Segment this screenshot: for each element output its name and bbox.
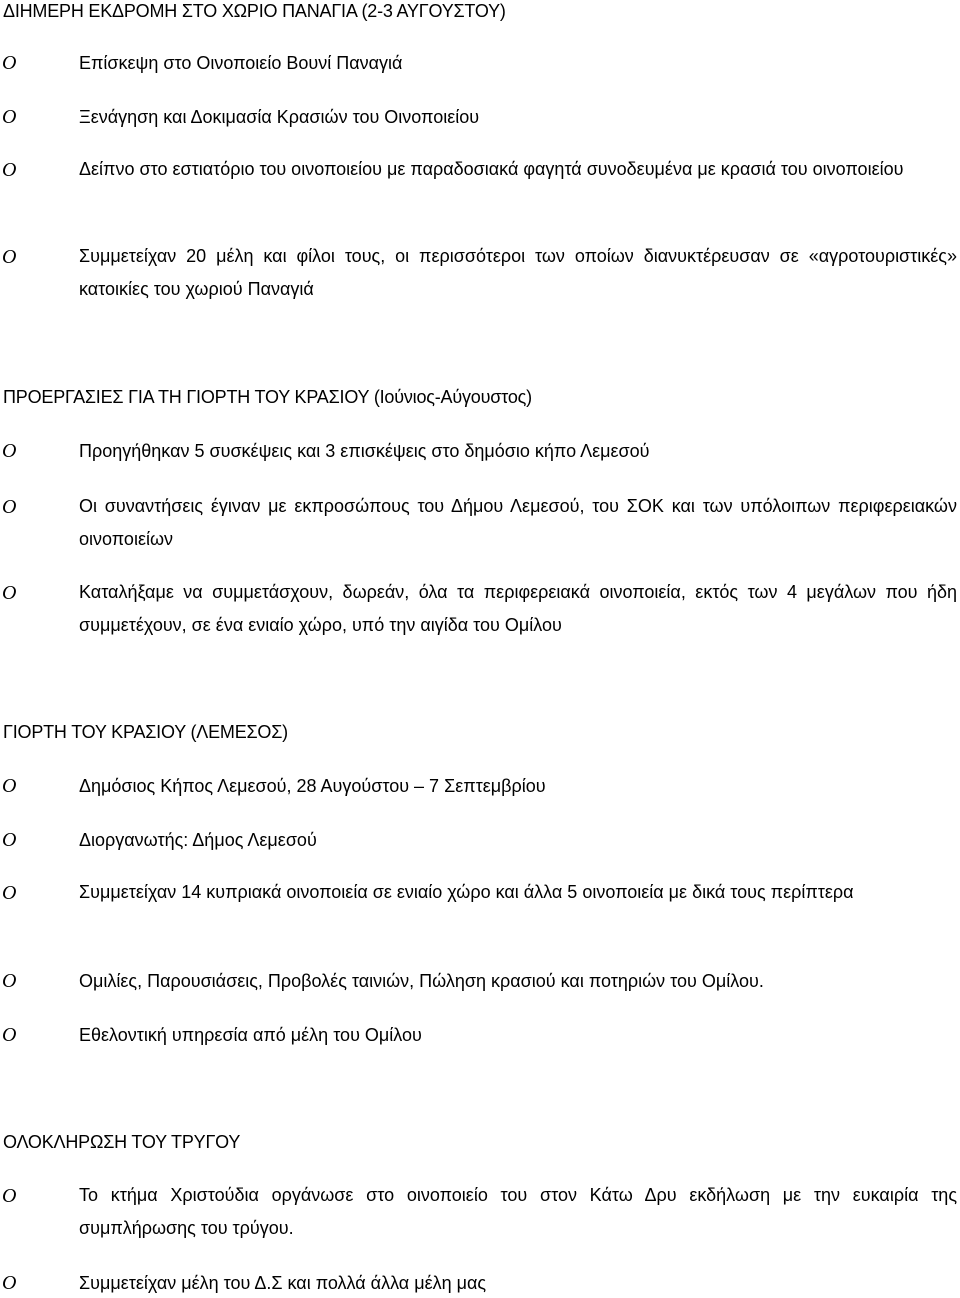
list-item-text: Δείπνο στο εστιατόριο του οινοποιείου με παραδοσιακά φαγητά συνοδευμένα με κρασιά του οινοποιείου [79, 159, 904, 179]
list-item-text: Συμμετείχαν 14 κυπριακά οινοποιεία σε ενιαίο χώρο και άλλα 5 οινοποιεία με δικά τους περίπτερα [79, 882, 854, 902]
list-item-text: Καταλήξαμε να συμμετάσχουν, δωρεάν, όλα τα περιφερειακά οινοποιεία, εκτός των 4 μεγάλων που ήδη συμμετέχουν, σε ένα ενιαίο χώρο, υπό την αιγίδα του Ομίλου [79, 582, 957, 635]
bullet-icon: O [2, 246, 17, 268]
list-item-text: Διοργανωτής: Δήμος Λεμεσού [79, 830, 317, 850]
bullet-icon: O [2, 106, 17, 128]
list-item-text: Προηγήθηκαν 5 συσκέψεις και 3 επισκέψεις στο δημόσιο κήπο Λεμεσού [79, 441, 650, 461]
section-heading-harvest: ΟΛΟΚΛΗΡΩΣΗ ΤΟΥ ΤΡΥΓΟΥ [3, 1132, 241, 1152]
bullet-icon: O [2, 1272, 17, 1294]
bullet-icon: O [2, 1024, 17, 1046]
list-item-text: Το κτήμα Χριστούδια οργάνωσε στο οινοποιείο του στον Κάτω Δρυ εκδήλωση με την ευκαιρία της συμπλήρωσης του τρύγου. [79, 1185, 957, 1238]
list-item-text: Δημόσιος Κήπος Λεμεσού, 28 Αυγούστου – 7 Σεπτεμβρίου [79, 776, 546, 796]
list-item-text: Εθελοντική υπηρεσία από μέλη του Ομίλου [79, 1025, 422, 1045]
section-heading-wine-festival: ΓΙΟΡΤΗ ΤΟΥ ΚΡΑΣΙΟΥ (ΛΕΜΕΣΟΣ) [3, 722, 288, 742]
bullet-icon: O [2, 582, 17, 604]
bullet-icon: O [2, 1185, 17, 1207]
section-heading-excursion: ΔΙΗΜΕΡΗ ΕΚΔΡΟΜΗ ΣΤΟ ΧΩΡΙΟ ΠΑΝΑΓΙΑ (2-3 ΑΥΓΟΥΣΤΟΥ) [3, 1, 506, 21]
bullet-icon: O [2, 52, 17, 74]
bullet-icon: O [2, 440, 17, 462]
bullet-icon: O [2, 496, 17, 518]
bullet-icon: O [2, 159, 17, 181]
list-item-text: Ξενάγηση και Δοκιμασία Κρασιών του Οινοποιείου [79, 107, 480, 127]
bullet-icon: O [2, 775, 17, 797]
list-item-text: Συμμετείχαν μέλη του Δ.Σ και πολλά άλλα μέλη μας [79, 1273, 487, 1293]
list-item-text: Επίσκεψη στο Οινοποιείο Βουνί Παναγιά [79, 53, 403, 73]
list-item-text: Ομιλίες, Παρουσιάσεις, Προβολές ταινιών, Πώληση κρασιού και ποτηριών του Ομίλου. [79, 971, 764, 991]
bullet-icon: O [2, 882, 17, 904]
section-heading-preparations: ΠΡΟΕΡΓΑΣΙΕΣ ΓΙΑ ΤΗ ΓΙΟΡΤΗ ΤΟΥ ΚΡΑΣΙΟΥ (Ιούνιος-Αύγουστος) [3, 387, 532, 407]
list-item-text: Συμμετείχαν 20 μέλη και φίλοι τους, οι περισσότεροι των οποίων διανυκτέρευσαν σε «αγροτουριστικές» κατοικίες του χωριού Παναγιά [79, 246, 957, 299]
bullet-icon: O [2, 829, 17, 851]
list-item-text: Οι συναντήσεις έγιναν με εκπροσώπους του Δήμου Λεμεσού, του ΣΟΚ και των υπόλοιπων περιφερειακών οινοποιείων [79, 496, 957, 549]
bullet-icon: O [2, 970, 17, 992]
